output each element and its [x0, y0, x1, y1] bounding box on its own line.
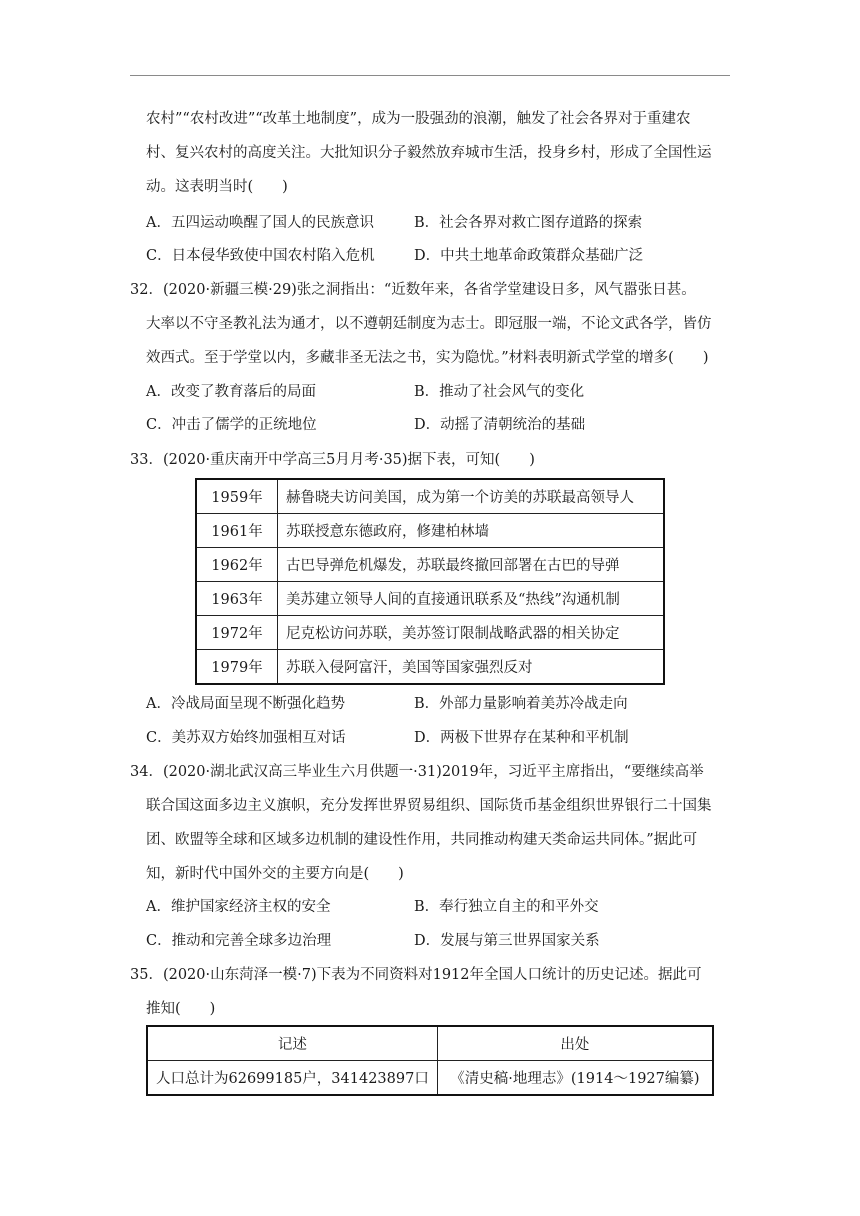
q33-option-b[interactable]: B．外部力量影响着美苏冷战走向	[414, 696, 628, 712]
table-row	[196, 514, 664, 548]
q32-line-3: 效西式。至于学堂以内，多藏非圣无法之书，实为隐忧。”材料表明新式学堂的增多( )	[146, 350, 709, 366]
q33-options-row-1	[146, 689, 726, 719]
q32-options-row-2	[146, 410, 726, 440]
q31-options-row-2	[146, 241, 726, 271]
event-cell: 苏联授意东德政府，修建柏林墙	[278, 514, 665, 548]
q31-line-1: 农村”“农村改进”“改革土地制度”，成为一股强劲的浪潮，触发了社会各界对于重建农	[146, 111, 691, 127]
q35-table	[146, 1025, 714, 1096]
table-row	[196, 479, 664, 514]
source-cell: 《清史稿·地理志》(1914～1927编纂)	[437, 1061, 713, 1096]
event-cell: 古巴导弹危机爆发，苏联最终撤回部署在古巴的导弹	[278, 548, 665, 582]
q34-option-a[interactable]: A．维护国家经济主权的安全	[146, 899, 331, 915]
q32-line-1: 32．(2020·新疆三模·29)张之洞指出：“近数年来，各省学堂建设日多，风气嚣张日甚。	[130, 282, 696, 298]
record-cell: 人口总计为62699185户，341423897口	[147, 1061, 437, 1096]
q34-options-row-1	[146, 892, 726, 922]
q31-options-row-1	[146, 208, 726, 238]
q34-line-2: 联合国这面多边主义旗帜，充分发挥世界贸易组织、国际货币基金组织世界银行二十国集	[146, 798, 712, 814]
q32-option-d[interactable]: D．动摇了清朝统治的基础	[414, 417, 586, 433]
event-cell: 赫鲁晓夫访问美国，成为第一个访美的苏联最高领导人	[278, 479, 665, 514]
year-cell: 1979年	[196, 650, 278, 685]
q34-line-4: 知，新时代中国外交的主要方向是( )	[146, 866, 404, 882]
header-rule	[130, 75, 730, 76]
event-cell: 尼克松访问苏联，美苏签订限制战略武器的相关协定	[278, 616, 665, 650]
header-cell-source: 出处	[437, 1026, 713, 1061]
q33-stem: 33．(2020·重庆南开中学高三5月月考·35)据下表，可知( )	[130, 452, 535, 468]
event-cell: 苏联入侵阿富汗，美国等国家强烈反对	[278, 650, 665, 685]
q34-line-1: 34．(2020·湖北武汉高三毕业生六月供题一·31)2019年，习近平主席指出，“要继续高举	[130, 764, 704, 780]
q31-line-2: 村、复兴农村的高度关注。大批知识分子毅然放弃城市生活，投身乡村，形成了全国性运	[146, 145, 712, 161]
table-row	[196, 650, 664, 685]
year-cell: 1962年	[196, 548, 278, 582]
q35-line-2: 推知( )	[146, 1001, 216, 1017]
q32-options-row-1	[146, 377, 726, 407]
q33-table	[195, 478, 665, 685]
q31-option-a[interactable]: A．五四运动唤醒了国人的民族意识	[146, 215, 374, 231]
q32-option-c[interactable]: C．冲击了儒学的正统地位	[146, 417, 317, 433]
q33-options-row-2	[146, 723, 726, 753]
year-cell: 1961年	[196, 514, 278, 548]
q31-option-b[interactable]: B．社会各界对救亡图存道路的探索	[414, 215, 643, 231]
q35-line-1: 35．(2020·山东菏泽一模·7)下表为不同资料对1912年全国人口统计的历史记述。据此可	[130, 967, 702, 983]
q32-option-b[interactable]: B．推动了社会风气的变化	[414, 384, 585, 400]
q31-line-3: 动。这表明当时( )	[146, 179, 288, 195]
q32-line-2: 大率以不守圣教礼法为通才，以不遵朝廷制度为志士。即冠服一端，不论文武各学，皆仿	[146, 316, 712, 332]
q34-option-d[interactable]: D．发展与第三世界国家关系	[414, 933, 600, 949]
q32-option-a[interactable]: A．改变了教育落后的局面	[146, 384, 316, 400]
year-cell: 1959年	[196, 479, 278, 514]
q33-option-d[interactable]: D．两极下世界存在某种和平机制	[414, 730, 629, 746]
table-row	[147, 1061, 713, 1096]
year-cell: 1972年	[196, 616, 278, 650]
q34-options-row-2	[146, 926, 726, 956]
table-header-row	[147, 1026, 713, 1061]
header-cell-record: 记述	[147, 1026, 437, 1061]
table-row	[196, 582, 664, 616]
q31-option-c[interactable]: C．日本侵华致使中国农村陷入危机	[146, 248, 375, 264]
q34-option-c[interactable]: C．推动和完善全球多边治理	[146, 933, 332, 949]
q33-option-a[interactable]: A．冷战局面呈现不断强化趋势	[146, 696, 345, 712]
q34-line-3: 团、欧盟等全球和区域多边机制的建设性作用，共同推动构建天类命运共同体。”据此可	[146, 832, 698, 848]
q33-option-c[interactable]: C．美苏双方始终加强相互对话	[146, 730, 346, 746]
table-row	[196, 616, 664, 650]
year-cell: 1963年	[196, 582, 278, 616]
q31-option-d[interactable]: D．中共土地革命政策群众基础广泛	[414, 248, 644, 264]
table-row	[196, 548, 664, 582]
event-cell: 美苏建立领导人间的直接通讯联系及“热线”沟通机制	[278, 582, 665, 616]
q34-option-b[interactable]: B．奉行独立自主的和平外交	[414, 899, 599, 915]
